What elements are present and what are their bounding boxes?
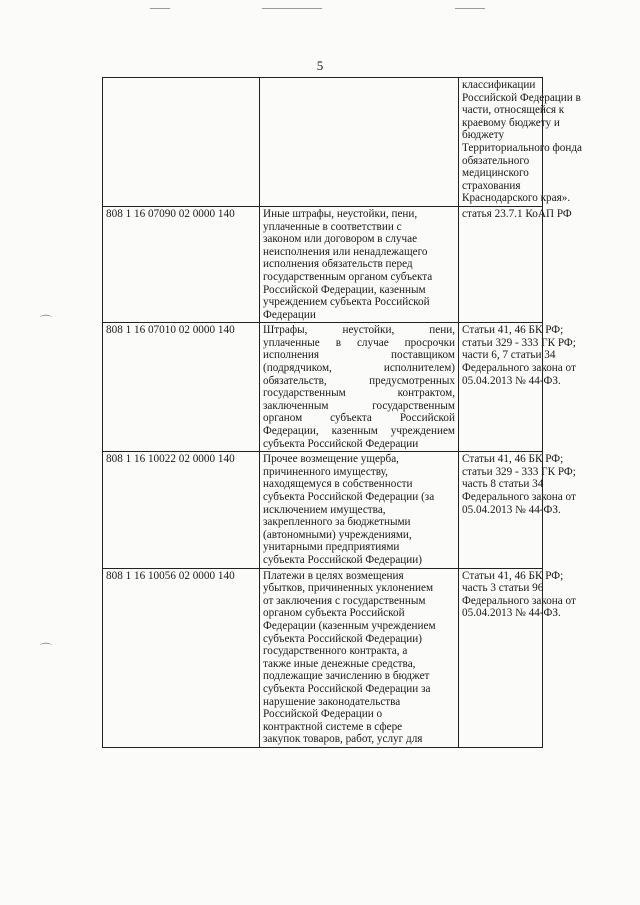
description-line: (подрядчиком, исполнителем) [263,362,455,375]
legal-basis-cell [459,206,572,322]
legal-basis-line: краевому бюджету и [462,116,560,129]
legal-basis-cell [459,78,582,207]
table-row [103,452,543,568]
legal-basis-line: 05.04.2013 № 44-ФЗ. [462,374,561,387]
legal-basis-cell [459,568,576,747]
table-row [103,78,543,207]
income-description-cell [260,323,459,452]
budget-code-cell [103,78,260,207]
margin-mark-2: ⌒ [40,642,53,656]
description-line: субъекта Российской Федерации (за [263,491,435,503]
description-line: подлежащие зачислению в бюджет [263,670,430,683]
legal-basis-line: Российской Федерации в [462,91,581,104]
description-line: Российской Федерации о [263,708,383,721]
legal-basis-line: статья 23.7.1 КоАП РФ [462,207,572,220]
legal-basis-line: части, относящейся к [462,104,565,117]
description-line: государственным контрактом, [263,387,455,400]
description-line: учреждением субъекта Российской [263,296,430,309]
description-line: убытков, причиненных уклонением [263,582,434,595]
description-line: закупок товаров, работ, услуг для [263,733,423,746]
description-line: Российской Федерации, казенным [263,283,426,296]
description-line: уплаченные в случае просрочки [263,336,455,349]
description-line: неисполнения или ненадлежащего [263,245,428,258]
description-line: исполнения поставщиком [263,349,455,362]
legal-basis-line: Статьи 41, 46 БК РФ; [462,453,564,466]
description-line: органом субъекта Российской [263,607,405,620]
description-line: также иные денежные средства, [263,657,416,670]
description-line: субъекта Российской Федерации за [263,682,431,695]
description-line: нарушение законодательства [263,695,401,708]
description-line: находящемуся в собственности [263,478,413,491]
description-line: законом или договором в случае [263,233,418,246]
income-description-cell [260,78,459,207]
legal-basis-line: бюджету [462,129,505,142]
description-line: контрактной системе в сфере [263,720,403,733]
budget-code-cell: 808 1 16 10022 02 0000 140 [103,452,260,568]
legal-basis-cell [459,323,576,452]
description-line: причиненного имуществу, [263,465,388,478]
legal-basis-line: статьи 329 - 333 ГК РФ; [462,465,576,478]
description-line: органом субъекта Российской [263,412,455,425]
legal-basis-line: Федерального закона от [462,362,576,375]
legal-basis-line: Федерального закона от [462,594,576,607]
legal-basis-cell [459,452,576,568]
description-line: заключенным государственным [263,399,455,412]
description-line: субъекта Российской Федерации) [263,632,422,645]
description-line: исполнения обязательств перед [263,258,413,271]
budget-classification-table [102,77,582,748]
budget-code-cell: 808 1 16 10056 02 0000 140 [103,568,260,747]
income-description-cell [260,568,459,747]
description-line: государственного контракта, а [263,645,408,658]
legal-basis-line: Федерального закона от [462,491,576,503]
description-line: от заключения с государственным [263,594,426,607]
description-line: закрепленного за бюджетными [263,516,411,529]
description-line: государственным органом субъекта [263,270,433,283]
legal-basis-line: страхования [462,179,521,192]
description-line: уплаченные в соответствии с [263,220,402,233]
description-line: исключением имущества, [263,503,386,516]
table-row [103,206,543,322]
legal-basis-line: Статьи 41, 46 БК РФ; [462,569,564,582]
legal-basis-line: 05.04.2013 № 44-ФЗ. [462,607,561,620]
income-description-cell [260,206,459,322]
legal-basis-line: часть 8 статьи 34 [462,478,544,491]
description-line: субъекта Российской Федерации) [263,553,422,566]
income-description-cell [260,452,459,568]
description-line: Прочее возмещение ущерба, [263,453,399,466]
margin-mark-1: ⌒ [40,314,53,328]
description-line: Федерации, казенным учреждением [263,425,455,438]
budget-code-cell: 808 1 16 07010 02 0000 140 [103,323,260,452]
legal-basis-line: медицинского [462,167,529,180]
legal-basis-line: Краснодарского края». [462,192,571,205]
scan-artifact-top-center [262,8,322,9]
legal-basis-line: часть 3 статьи 96 [462,582,544,595]
legal-basis-line: части 6, 7 статьи 34 [462,349,556,362]
description-line: (автономными) учреждениями, [263,528,412,541]
description-line: Иные штрафы, неустойки, пени, [263,207,418,220]
legal-basis-line: 05.04.2013 № 44-ФЗ. [462,503,561,516]
legal-basis-line: Статьи 41, 46 БК РФ; [462,324,564,337]
scan-artifact-top-left [150,8,170,9]
legal-basis-line: классификации [462,79,536,91]
description-line: Платежи в целях возмещения [263,569,404,582]
page-number: 5 [316,58,324,73]
description-line: Федерации [263,308,316,321]
budget-code-cell: 808 1 16 07090 02 0000 140 [103,206,260,322]
table-row [103,323,543,452]
description-line: субъекта Российской Федерации [263,437,419,450]
legal-basis-line: Территориального фонда [462,141,582,154]
description-line: унитарными предприятиями [263,541,400,554]
legal-basis-line: обязательного [462,154,530,167]
legal-basis-line: статьи 329 - 333 ГК РФ; [462,336,576,349]
table-row [103,568,543,747]
description-line: Федерации (казенным учреждением [263,619,436,632]
description-line: обязательств, предусмотренных [263,374,455,387]
description-line: Штрафы, неустойки, пени, [263,324,455,337]
scan-artifact-top-right [455,8,485,9]
